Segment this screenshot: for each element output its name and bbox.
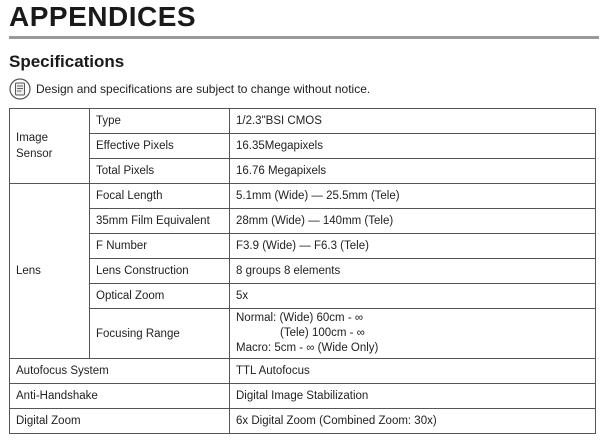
table-row [10,184,596,209]
spec-name: Digital Zoom [10,409,230,434]
spec-name: Anti-Handshake [10,384,230,409]
spec-name: Focusing Range [90,309,230,359]
focusing-range-line: Normal: (Wide) 60cm - ∞ [236,312,364,324]
spec-value: F3.9 (Wide) — F6.3 (Tele) [230,234,596,259]
spec-name: Type [90,109,230,134]
notice-text: Design and specifications are subject to change without notice. [36,82,371,96]
spec-name: Effective Pixels [90,134,230,159]
spec-value: 16.35Megapixels [230,134,596,159]
notice [9,78,370,100]
table-row [10,134,596,159]
spec-value: 6x Digital Zoom (Combined Zoom: 30x) [230,409,596,434]
title-divider [9,36,599,39]
spec-value: 8 groups 8 elements [230,259,596,284]
table-row [10,359,596,384]
table-row [10,109,596,134]
spec-value-focusing-range [230,309,596,359]
spec-name: Lens Construction [90,259,230,284]
spec-value: 5.1mm (Wide) — 25.5mm (Tele) [230,184,596,209]
category-label: Sensor [16,148,53,160]
spec-name: Optical Zoom [90,284,230,309]
spec-value: 16.76 Megapixels [230,159,596,184]
spec-value: 1/2.3"BSI CMOS [230,109,596,134]
spec-name: F Number [90,234,230,259]
spec-name: Total Pixels [90,159,230,184]
table-row [10,384,596,409]
section-title: Specifications [9,52,125,71]
spec-value: 28mm (Wide) — 140mm (Tele) [230,209,596,234]
specifications-table [9,108,596,434]
table-row [10,409,596,434]
table-row [10,259,596,284]
category-label: Image [16,132,48,144]
table-row [10,209,596,234]
spec-name: Autofocus System [10,359,230,384]
focusing-range-line: (Tele) 100cm - ∞ [280,327,365,339]
category-lens: Lens [10,184,90,359]
spec-value: TTL Autofocus [230,359,596,384]
spec-value: 5x [230,284,596,309]
spec-name: 35mm Film Equivalent [90,209,230,234]
category-image-sensor [10,109,90,184]
spec-value: Digital Image Stabilization [230,384,596,409]
spec-name: Focal Length [90,184,230,209]
page-title: APPENDICES [9,1,197,32]
table-row [10,159,596,184]
table-row [10,309,596,359]
note-icon [9,78,31,100]
focusing-range-line: Macro: 5cm - ∞ (Wide Only) [236,342,379,354]
table-row [10,284,596,309]
table-row [10,234,596,259]
